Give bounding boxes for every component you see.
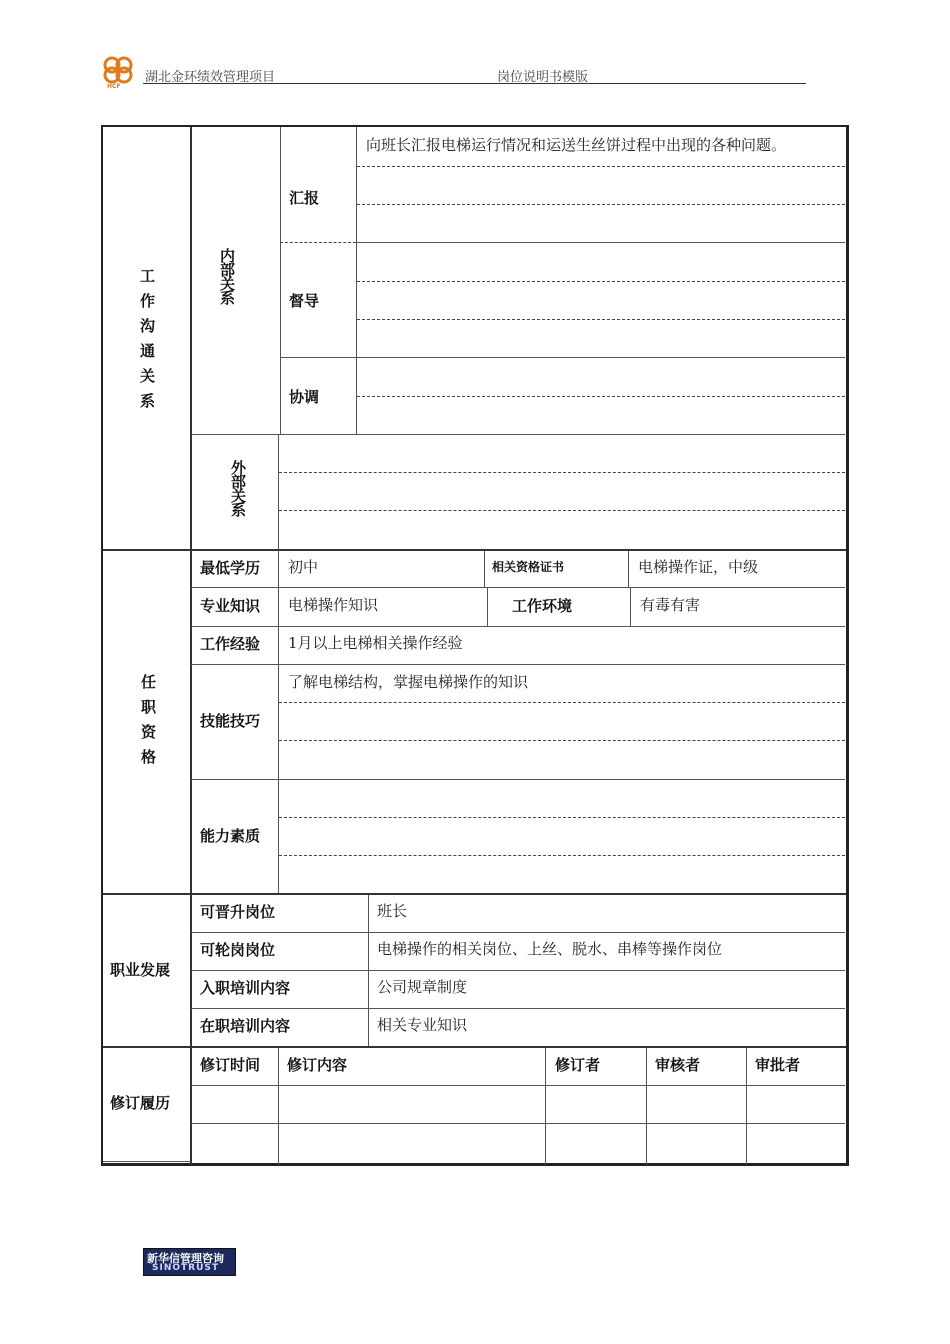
column-divider	[646, 1047, 647, 1165]
blank-line	[279, 510, 845, 511]
blank-line	[279, 702, 845, 703]
blank-line	[357, 319, 845, 320]
row-divider	[191, 1123, 845, 1124]
section-divider	[103, 1046, 846, 1048]
column-divider	[484, 550, 485, 588]
section-label-communication	[134, 268, 154, 418]
revision-column-header: 审批者	[755, 1056, 801, 1074]
blank-line	[279, 855, 845, 856]
internal-relations-text: 内部关系	[218, 248, 236, 304]
skills-value: 了解电梯结构，掌握电梯操作的知识	[288, 673, 529, 691]
section-divider	[103, 549, 846, 551]
blank-line	[357, 166, 845, 167]
row-divider	[191, 970, 845, 971]
sinotrust-logo	[143, 1248, 236, 1276]
column-divider	[278, 1047, 279, 1165]
row-divider	[357, 242, 845, 243]
column-divider	[545, 1047, 546, 1165]
ability-label: 能力素质	[200, 827, 261, 845]
coordinate-label: 协调	[289, 388, 320, 406]
certificate-value: 电梯操作证，中级	[638, 558, 759, 576]
experience-label: 工作经验	[200, 635, 261, 653]
section-divider	[103, 893, 846, 895]
row-divider	[191, 587, 845, 588]
section-label-qualification-text: 任职资格	[139, 674, 157, 774]
environment-value: 有毒有害	[640, 596, 701, 614]
revision-column-header: 修订者	[555, 1056, 601, 1074]
blank-line	[357, 281, 845, 282]
revision-column-header: 审核者	[655, 1056, 701, 1074]
experience-value: 1月以上电梯相关操作经验	[288, 634, 463, 652]
sinotrust-logo-cn: 新华信管理咨询	[147, 1252, 224, 1265]
section-label-communication-text: 工作沟通关系	[138, 268, 156, 418]
revision-column-header: 修订时间	[200, 1056, 261, 1074]
header-rule	[143, 83, 806, 84]
external-relations-label	[230, 460, 250, 516]
blank-line	[357, 204, 845, 205]
column-divider	[746, 1047, 747, 1165]
row-divider	[191, 664, 845, 665]
section-label-career: 职业发展	[110, 961, 171, 979]
skills-label: 技能技巧	[200, 712, 261, 730]
onboarding-value: 公司规章制度	[377, 978, 468, 996]
project-title: 湖北金环绩效管理项目	[145, 70, 276, 85]
report-label: 汇报	[289, 189, 320, 207]
blank-line	[279, 472, 845, 473]
rotation-label: 可轮岗岗位	[200, 941, 276, 959]
row-divider	[191, 434, 845, 435]
column-divider	[487, 588, 488, 626]
onjob-value: 相关专业知识	[377, 1016, 468, 1034]
blank-line	[357, 396, 845, 397]
column-divider	[278, 434, 279, 550]
promotion-value: 班长	[377, 902, 408, 920]
row-divider	[191, 932, 845, 933]
blank-line	[279, 740, 845, 741]
education-value: 初中	[288, 558, 319, 576]
row-divider	[280, 242, 356, 243]
row-divider	[191, 779, 845, 780]
blank-line	[279, 817, 845, 818]
knowledge-label: 专业知识	[200, 597, 261, 615]
internal-relations-label	[219, 248, 239, 304]
onjob-label: 在职培训内容	[200, 1017, 291, 1035]
education-label: 最低学历	[200, 559, 261, 577]
row-divider	[191, 1085, 845, 1086]
revision-column-header: 修订内容	[287, 1056, 348, 1074]
logo-caption: HCF	[107, 83, 121, 90]
row-divider	[280, 357, 845, 358]
document-title: 岗位说明书模版	[497, 70, 589, 85]
onboarding-label: 入职培训内容	[200, 979, 291, 997]
rotation-value: 电梯操作的相关岗位、上丝、脱水、串棒等操作岗位	[377, 940, 723, 958]
supervise-label: 督导	[289, 292, 320, 310]
column-divider	[630, 588, 631, 626]
knowledge-value: 电梯操作知识	[288, 596, 379, 614]
environment-label: 工作环境	[512, 597, 573, 615]
column-divider	[278, 550, 279, 894]
certificate-label: 相关资格证书	[492, 560, 565, 574]
row-divider	[103, 1161, 191, 1162]
report-text: 向班长汇报电梯运行情况和运送生丝饼过程中出现的各种问题。	[366, 136, 787, 154]
row-divider	[191, 626, 845, 627]
column-divider	[628, 550, 629, 588]
hcf-logo-icon	[100, 55, 138, 85]
column-divider	[280, 127, 281, 434]
section-label-revision: 修订履历	[110, 1094, 171, 1112]
sinotrust-logo-en: SINOTRUST	[152, 1263, 220, 1273]
section-label-qualification	[140, 674, 160, 774]
external-relations-text: 外部关系	[229, 460, 247, 516]
row-divider	[191, 1008, 845, 1009]
column-divider	[190, 127, 192, 1165]
promotion-label: 可晋升岗位	[200, 903, 276, 921]
